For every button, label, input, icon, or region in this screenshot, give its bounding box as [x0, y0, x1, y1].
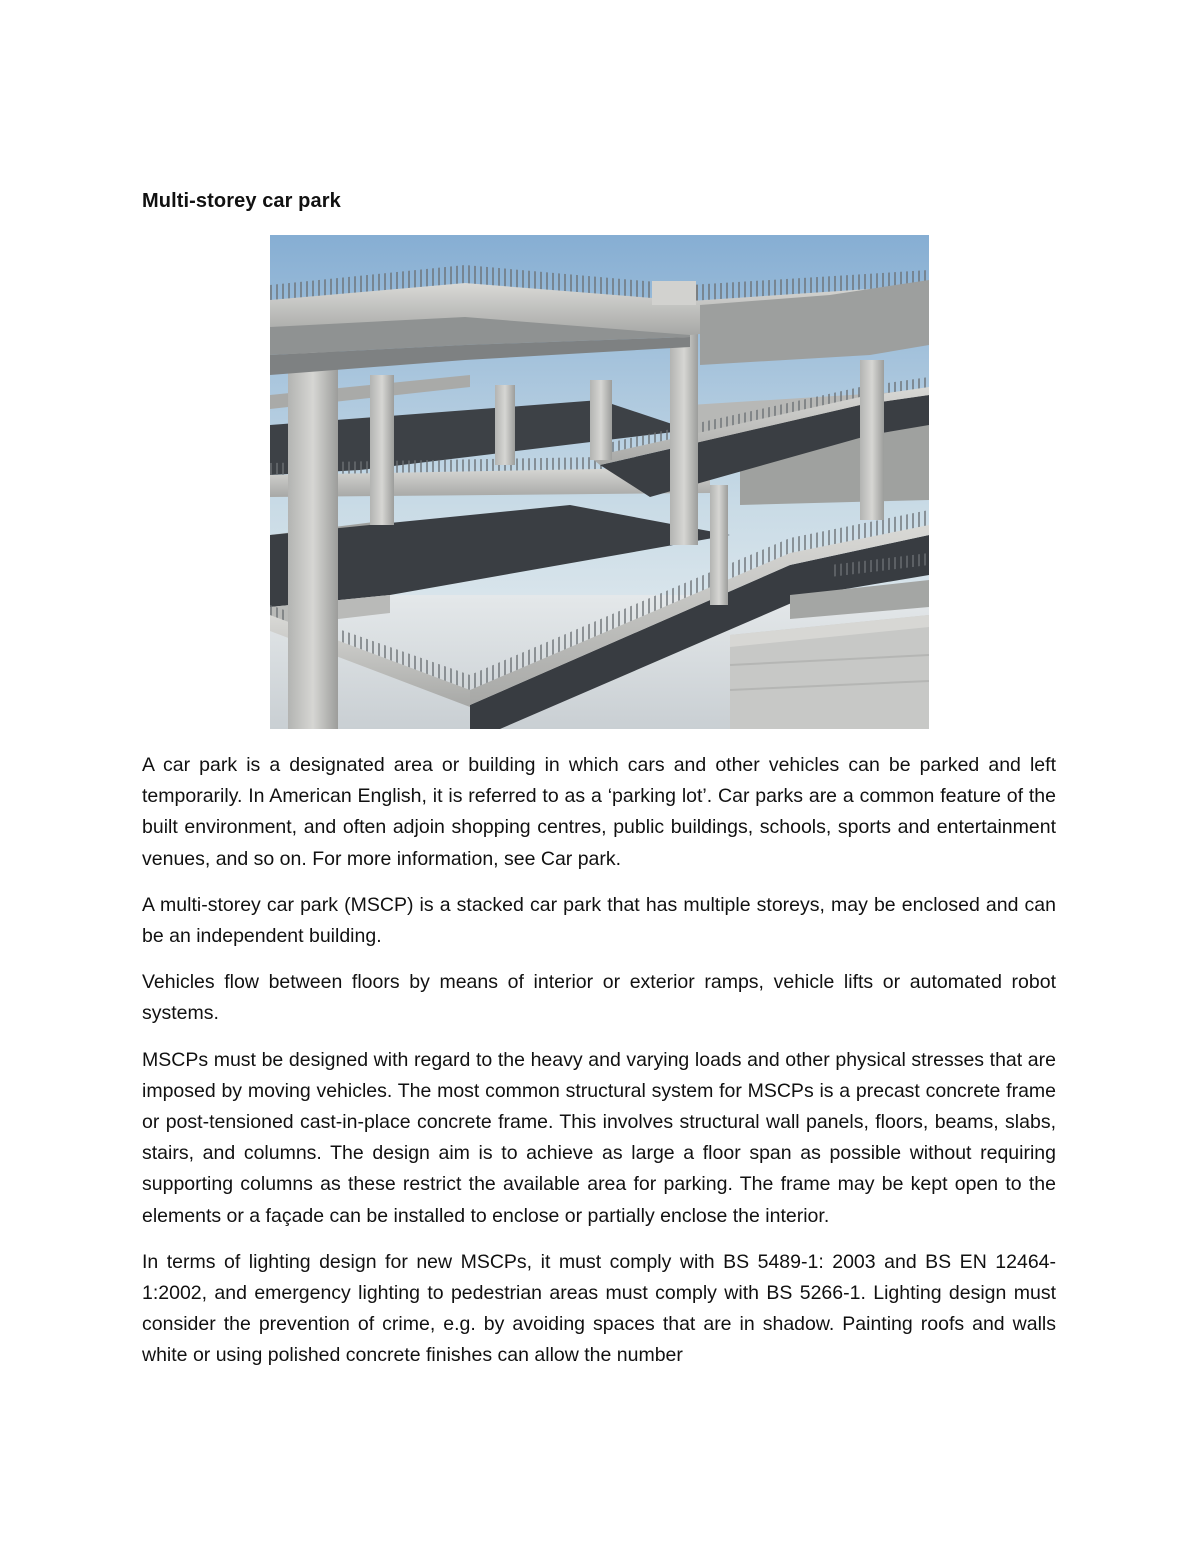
car-park-image [270, 235, 929, 729]
body-text [142, 750, 1056, 1387]
paragraph-3: Vehicles flow between floors by means of interior or exterior ramps, vehicle lifts or automated robot systems. [142, 971, 1056, 1025]
page-title: Multi-storey car park [142, 190, 341, 212]
paragraph-1: A car park is a designated area or building in which cars and other vehicles can be parked and left temporarily. In American English, it is referred to as a ‘parking lot’. Car parks are a common feature of the built environment, and often adjoin shopping centres, public buildings, schools, sports and entertainment venues, and so on. For more information, see Car park. [142, 754, 1056, 870]
paragraph-4: MSCPs must be designed with regard to the heavy and varying loads and other physical stresses that are imposed by moving vehicles. The most common structural system for MSCPs is a precast concrete frame or post-tensioned cast-in-place concrete frame. This involves structural wall panels, floors, beams, slabs, stairs, and columns. The design aim is to achieve as large a floor span as possible without requiring supporting columns as these restrict the available area for parking. The frame may be kept open to the elements or a façade can be installed to enclose or partially enclose the interior. [142, 1048, 1056, 1227]
paragraph-2: A multi-storey car park (MSCP) is a stacked car park that has multiple storeys, may be enclosed and can be an independent building. [142, 893, 1056, 948]
paragraph-5: In terms of lighting design for new MSCPs, it must comply with BS 5489-1: 2003 and BS EN 12464-1:2002, and emergency lighting to pedestrian areas must comply with BS 5266-1. Lighting design must consider the prevention of crime, e.g. by avoiding spaces that are in shadow. Painting roofs and walls white or using polished concrete finishes can allow the number [142, 1250, 1056, 1367]
